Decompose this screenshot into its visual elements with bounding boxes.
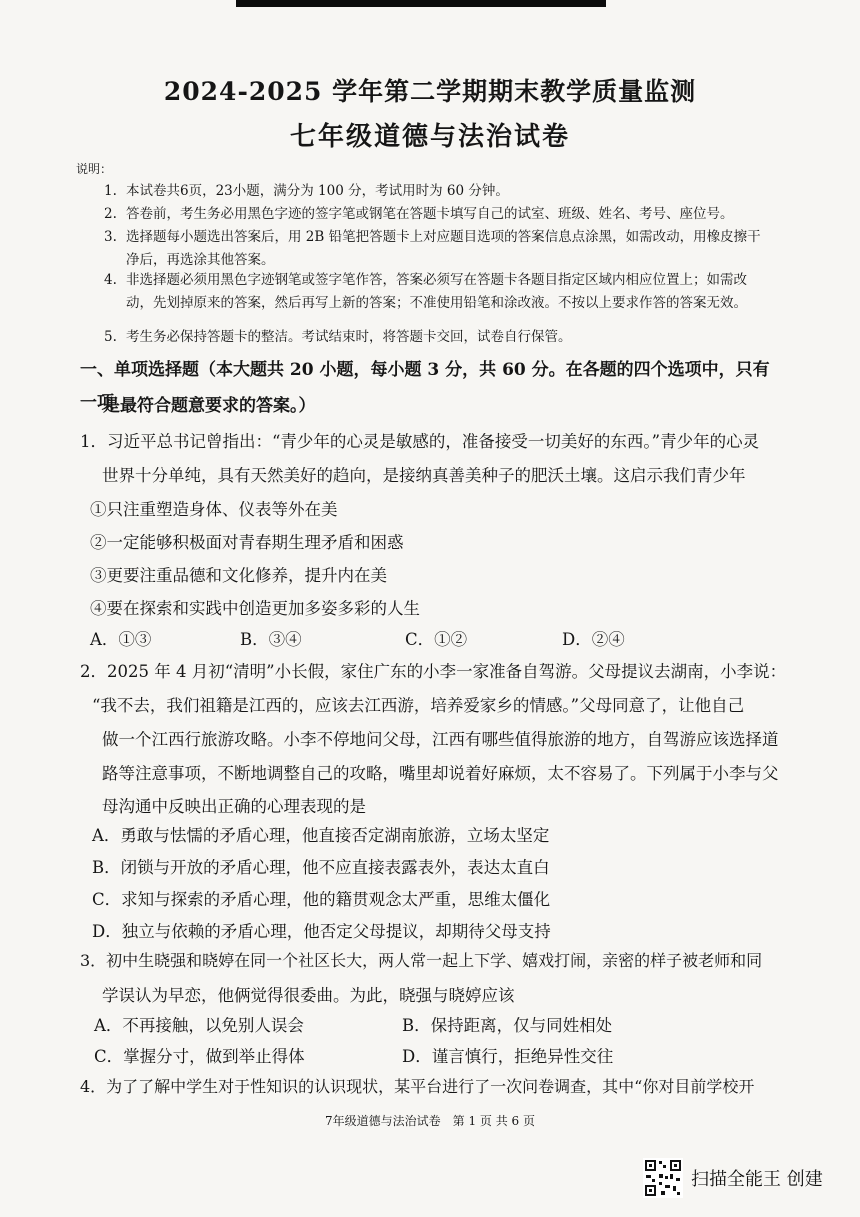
question-1-stem-continued: 世界十分单纯，具有天然美好的趋向，是接纳真善美种子的肥沃土壤。这启示我们青少年 bbox=[102, 466, 746, 485]
question-4-stem: 4．为了了解中学生对于性知识的认识现状，某平台进行了一次问卷调查，其中“你对目前学校开 bbox=[80, 1077, 755, 1096]
statement-4: ④要在探索和实践中创造更加多姿多彩的人生 bbox=[90, 599, 420, 618]
exam-title: 2024-2025 学年第二学期期末教学质量监测 bbox=[163, 77, 697, 106]
question-3-stem: 3．初中生晓强和晓婷在同一个社区长大，两人常一起上下学、嬉戏打闹，亲密的样子被老师和同 bbox=[80, 951, 763, 970]
note-item bbox=[104, 226, 764, 272]
option-b: B．③④ bbox=[240, 630, 302, 649]
option-b: B．闭锁与开放的矛盾心理，他不应直接表露表外，表达太直白 bbox=[92, 858, 550, 877]
option-c: C．①② bbox=[405, 630, 468, 649]
statement-1: ①只注重塑造身体、仪表等外在美 bbox=[90, 500, 338, 519]
statement-3: ③更要注重品德和文化修养，提升内在美 bbox=[90, 566, 387, 585]
section-heading-continued: 是最符合题意要求的答案。） bbox=[103, 396, 316, 416]
option-a: A．不再接触，以免别人误会 bbox=[94, 1016, 304, 1035]
option-b: B．保持距离，仅与同姓相处 bbox=[402, 1016, 613, 1035]
note-number: 1. bbox=[104, 183, 117, 199]
scanner-watermark bbox=[643, 1158, 823, 1198]
note-item bbox=[104, 203, 764, 226]
question-1-stem: 1．习近平总书记曾指出：“青少年的心灵是敏感的，准备接受一切美好的东西。”青少年的心灵 bbox=[80, 432, 760, 451]
note-text: 答卷前，考生务必用黑色字迹的签字笔或钢笔在答题卡填写自己的试室、班级、姓名、考号、座位号。 bbox=[126, 206, 734, 222]
option-d: D．②④ bbox=[562, 630, 625, 649]
notes-heading: 说明： bbox=[76, 162, 113, 176]
exam-subtitle: 七年级道德与法治试卷 bbox=[289, 122, 570, 152]
note-item bbox=[104, 180, 764, 203]
question-2-stem-continued: 路等注意事项，不断地调整自己的攻略，嘴里却说着好麻烦，太不容易了。下列属于小李与父 bbox=[102, 764, 779, 783]
option-c: C．掌握分寸，做到举止得体 bbox=[94, 1047, 305, 1066]
note-text: 考生务必保持答题卡的整洁。考试结束时，将答题卡交回，试卷自行保管。 bbox=[126, 329, 572, 345]
note-number: 3. bbox=[104, 229, 117, 245]
note-item bbox=[104, 269, 764, 315]
option-a: A．①③ bbox=[90, 630, 152, 649]
question-2-stem-continued: 做一个江西行旅游攻略。小李不停地问父母，江西有哪些值得旅游的地方，自驾游应该选择道 bbox=[102, 730, 779, 749]
section-heading: 一、单项选择题（本大题共 20 小题，每小题 3 分，共 60 分。在各题的四个选项中，只有一项 bbox=[80, 360, 770, 413]
note-text: 选择题每小题选出答案后，用 2B 铅笔把答题卡上对应题目选项的答案信息点涂黑，如需改动，用橡皮擦干净后，再选涂其他答案。 bbox=[126, 229, 761, 268]
note-number: 4. bbox=[104, 272, 117, 288]
question-3-stem-continued: 学误认为早恋，他俩觉得很委曲。为此，晓强与晓婷应该 bbox=[102, 986, 515, 1005]
note-number: 5. bbox=[104, 329, 117, 345]
question-2-stem-continued: 母沟通中反映出正确的心理表现的是 bbox=[102, 797, 366, 816]
option-d: D．谨言慎行，拒绝异性交往 bbox=[402, 1047, 614, 1066]
option-a: A．勇敢与怯懦的矛盾心理，他直接否定湖南旅游，立场太坚定 bbox=[92, 826, 550, 845]
note-number: 2. bbox=[104, 206, 117, 222]
question-2-stem: 2．2025 年 4 月初“清明”小长假，家住广东的小李一家准备自驾游。父母提议去湖南，小李说： bbox=[80, 662, 787, 681]
qr-code-icon bbox=[643, 1158, 683, 1198]
note-text: 本试卷共6页，23小题，满分为 100 分，考试用时为 60 分钟。 bbox=[126, 183, 509, 199]
scan-top-bar bbox=[236, 0, 606, 7]
note-item bbox=[104, 326, 764, 349]
note-text: 非选择题必须用黑色字迹钢笔或签字笔作答，答案必须写在答题卡各题目指定区域内相应位置上；如需改动，先划掉原来的答案，然后再写上新的答案；不准使用铅笔和涂改液。不按以上要求作答的答案无效。 bbox=[126, 272, 747, 311]
option-d: D．独立与依赖的矛盾心理，他否定父母提议，却期待父母支持 bbox=[92, 922, 551, 941]
statement-2: ②一定能够积极面对青春期生理矛盾和困惑 bbox=[90, 533, 404, 552]
page-footer: 7年级道德与法治试卷 第 1 页 共 6 页 bbox=[325, 1114, 535, 1128]
option-c: C．求知与探索的矛盾心理，他的籍贯观念太严重，思维太僵化 bbox=[92, 890, 551, 909]
question-2-stem-continued: “我不去，我们祖籍是江西的，应该去江西游，培养爱家乡的情感。”父母同意了，让他自己 bbox=[92, 696, 745, 715]
watermark-text: 扫描全能王 创建 bbox=[691, 1169, 823, 1190]
